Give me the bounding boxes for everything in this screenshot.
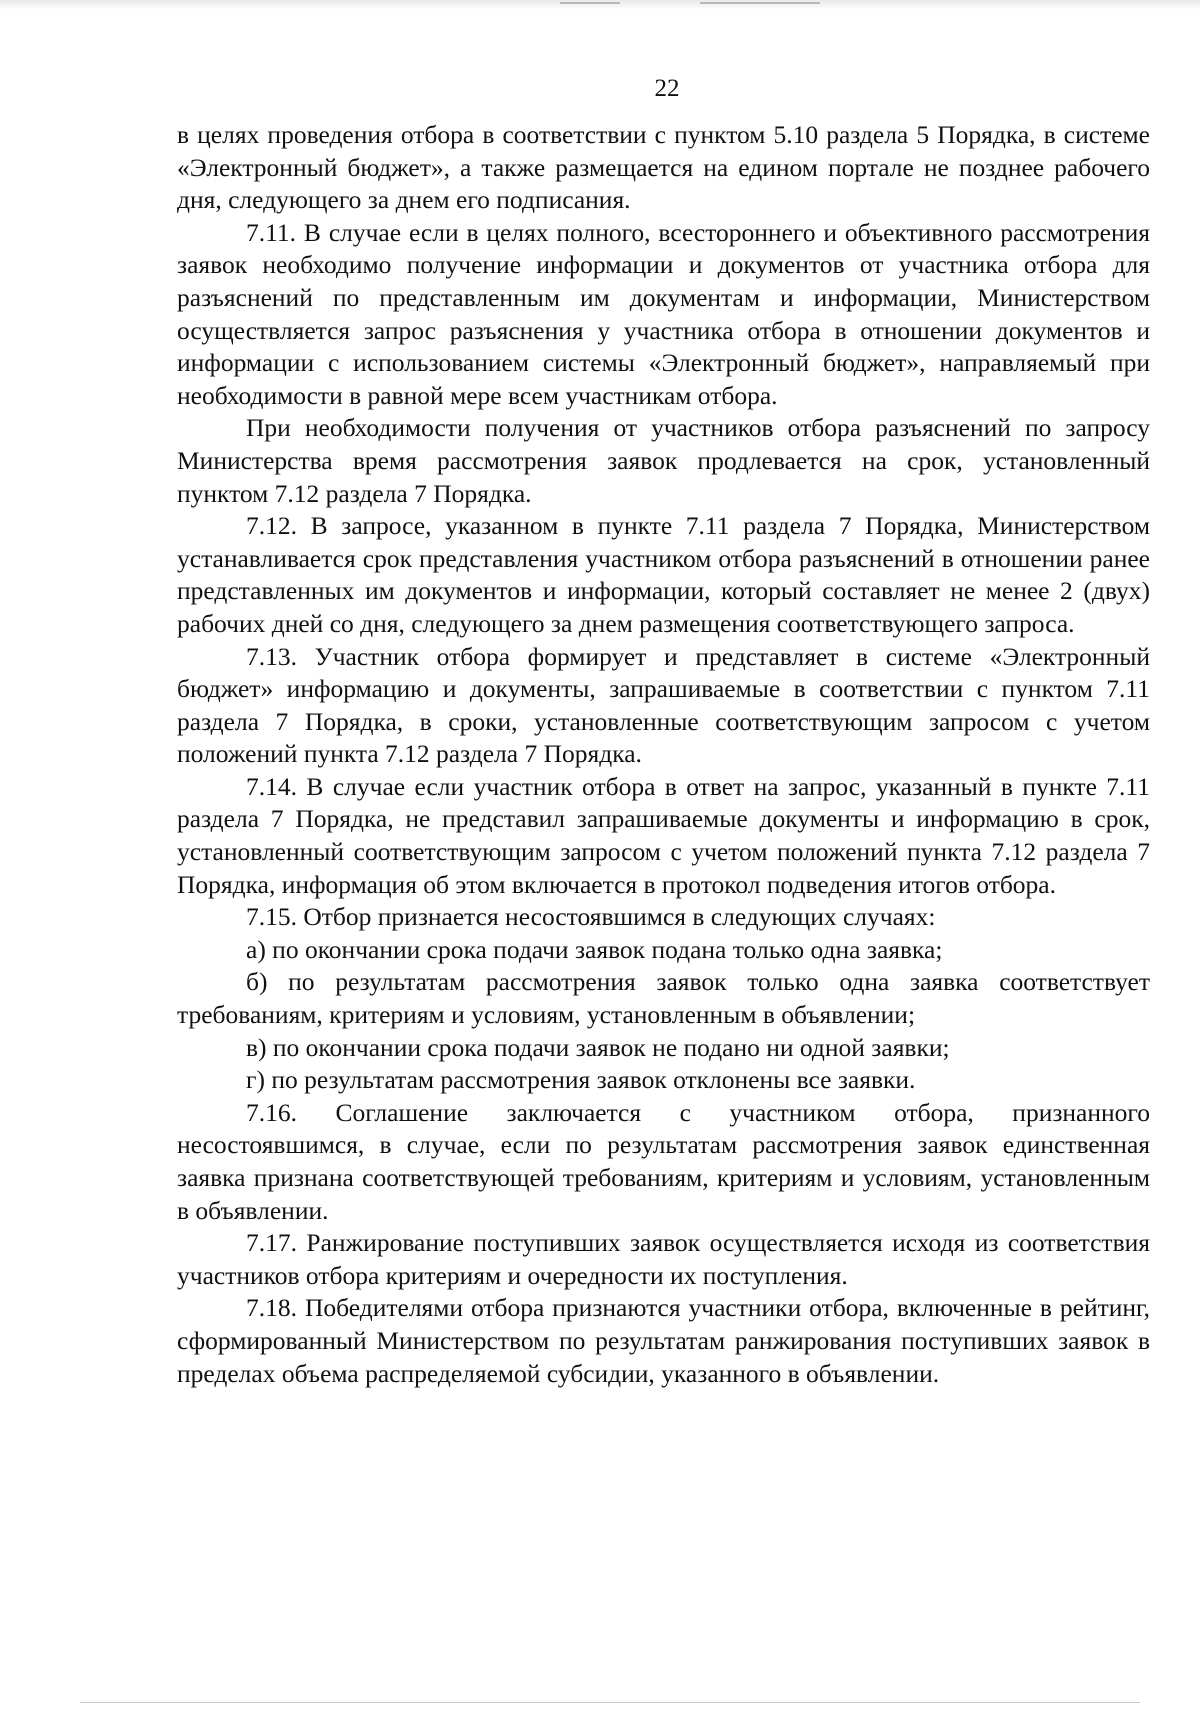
list-item: в) по окончании срока подачи заявок не подано ни одной заявки; [246,1032,950,1062]
paragraph: 7.16. Соглашение заключается с участником отбора, признанного несостоявшимся, в случае, если по результатам рассмотрения заявок единственная заявка признана соответствующей требованиям, критериям и условиям, установленным в объявлении. [177,1097,1150,1225]
paragraph: 7.18. Победителями отбора признаются участники отбора, включенные в рейтинг, сформированный Министерством по результатам ранжирования поступивших заявок в пределах объема распределяемой субсидии, указанного в объявлении. [177,1293,1150,1388]
paragraph: 7.12. В запросе, указанном в пункте 7.11 раздела 7 Порядка, Министерством устанавливается срок представления участником отбора разъяснений в отношении ранее представленных им документов и информации, который составляет не менее 2 (двух) рабочих дней со дня, следующего за днем размещения соответствующего запроса. [177,511,1150,638]
paragraph: 7.11. В случае если в целях полного, всестороннего и объективного рассмотрения заявок необходимо получение информации и документов от участника отбора для разъяснений по представленным им документам и информации, Министерством осуществляется запрос разъяснения у участника отбора в отношении документов и информации с использованием системы «Электронный бюджет», направляемый при необходимости в равной мере всем участникам отбора. [177,217,1150,410]
document-body [177,119,1150,1390]
list-item: б) по результатам рассмотрения заявок только одна заявка соответствует требованиям, критериям и условиям, установленным в объявлении; [177,967,1150,1030]
list-item: г) по результатам рассмотрения заявок отклонены все заявки. [246,1065,916,1095]
page-number: 22 [654,75,680,102]
scan-artifact [700,2,820,4]
scan-bottom-edge [80,1702,1140,1703]
paragraph: 7.15. Отбор признается несостоявшимся в следующих случаях: [246,902,936,932]
paragraph: в целях проведения отбора в соответствии с пунктом 5.10 раздела 5 Порядка, в системе «Электронный бюджет», а также размещается на едином портале не позднее рабочего дня, следующего за днем его подписания. [177,120,1150,215]
paragraph: При необходимости получения от участников отбора разъяснений по запросу Министерства время рассмотрения заявок продлевается на срок, установленный пунктом 7.12 раздела 7 Порядка. [177,413,1150,508]
scan-artifact [560,2,620,4]
paragraph: 7.14. В случае если участник отбора в ответ на запрос, указанный в пункте 7.11 раздела 7 Порядка, не представил запрашиваемые документы и информацию в срок, установленный соответствующим запросом с учетом положений пункта 7.12 раздела 7 Порядка, информация об этом включается в протокол подведения итогов отбора. [177,771,1150,899]
paragraph: 7.13. Участник отбора формирует и представляет в системе «Электронный бюджет» информацию и документы, запрашиваемые в соответствии с пунктом 7.11 раздела 7 Порядка, в сроки, установленные соответствующим запросом с учетом положений пункта 7.12 раздела 7 Порядка. [177,641,1150,769]
list-item: а) по окончании срока подачи заявок подана только одна заявка; [246,934,943,964]
paragraph: 7.17. Ранжирование поступивших заявок осуществляется исходя из соответствия участников отбора критериям и очередности их поступления. [177,1228,1150,1290]
